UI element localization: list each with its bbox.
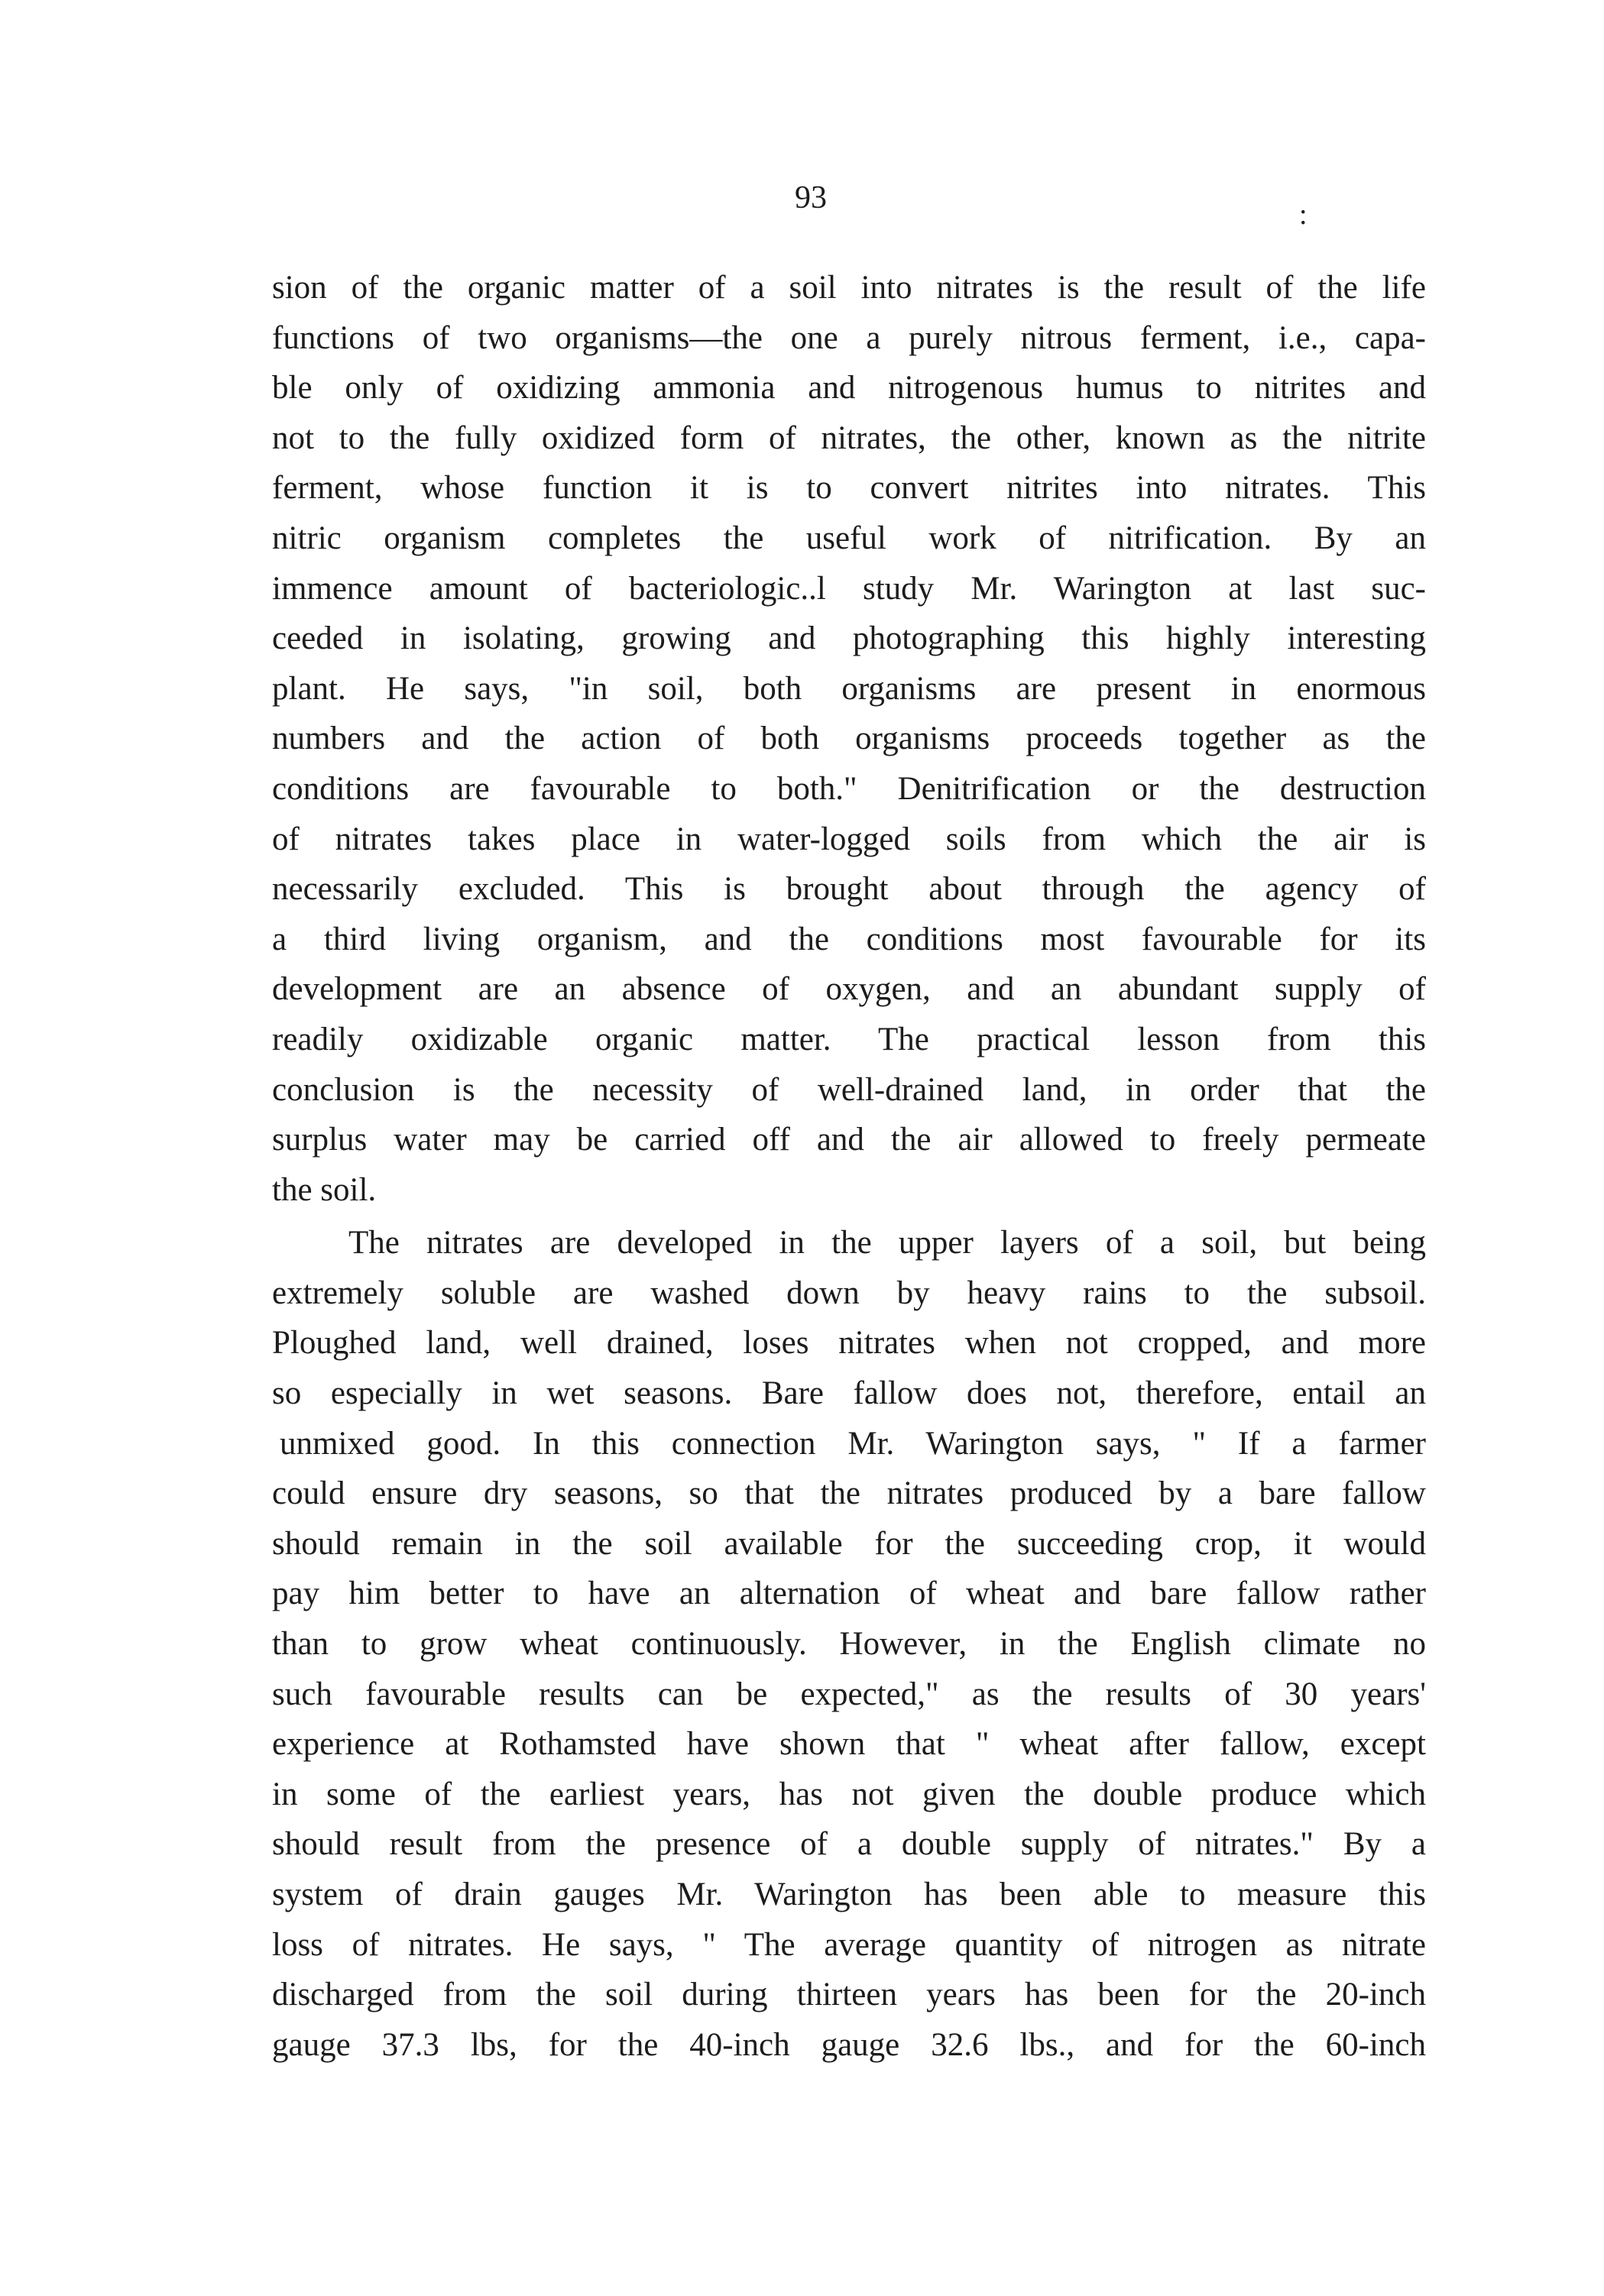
text-line: the soil. <box>272 1171 377 1208</box>
text-line: in some of the earliest years, has not given the double produce which <box>272 1776 1426 1812</box>
text-line: ble only of oxidizing ammonia and nitrogenous humus to nitrites and <box>272 370 1426 406</box>
text-line: numbers and the action of both organisms proceeds together as the <box>272 721 1426 757</box>
text-line: gauge 37.3 lbs, for the 40-inch gauge 32.6 lbs., and for the 60-inch <box>272 2026 1426 2063</box>
text-line: should result from the presence of a double supply of nitrates." By a <box>272 1826 1426 1863</box>
text-line: loss of nitrates. He says, " The average quantity of nitrogen as nitrate <box>272 1926 1426 1963</box>
text-line: functions of two organisms—the one a purely nitrous ferment, i.e., capa- <box>272 319 1426 356</box>
text-line: nitric organism completes the useful work of nitrification. By an <box>272 520 1426 556</box>
text-line: readily oxidizable organic matter. The practical lesson from this <box>272 1021 1426 1057</box>
text-line: conclusion is the necessity of well-drained land, in order that the <box>272 1071 1426 1108</box>
text-line: ferment, whose function it is to convert nitrites into nitrates. This <box>272 470 1426 507</box>
text-line: conditions are favourable to both." Denitrification or the destruction <box>272 770 1426 807</box>
text-line: so especially in wet seasons. Bare fallow does not, therefore, entail an <box>272 1375 1426 1412</box>
text-line: a third living organism, and the conditions most favourable for its <box>272 921 1426 957</box>
text-line: experience at Rothamsted have shown that " wheat after fallow, except <box>272 1726 1426 1763</box>
text-line: necessarily excluded. This is brought about through the agency of <box>272 871 1426 908</box>
text-line: not to the fully oxidized form of nitrates, the other, known as the nitrite <box>272 419 1426 456</box>
text-line: sion of the organic matter of a soil into nitrates is the result of the life <box>272 270 1426 306</box>
text-line: extremely soluble are washed down by heavy rains to the subsoil. <box>272 1274 1426 1311</box>
paragraph <box>272 1218 1426 2070</box>
text-line: than to grow wheat continuously. However, in the English climate no <box>272 1626 1426 1663</box>
page-mark: : <box>1299 199 1308 231</box>
text-line: of nitrates takes place in water-logged soils from which the air is <box>272 821 1426 857</box>
text-line: pay him better to have an alternation of wheat and bare fallow rather <box>272 1575 1426 1612</box>
text-line: Ploughed land, well drained, loses nitrates when not cropped, and more <box>272 1325 1426 1362</box>
text-line: could ensure dry seasons, so that the nitrates produced by a bare fallow <box>272 1475 1426 1512</box>
text-line: should remain in the soil available for the succeeding crop, it would <box>272 1525 1426 1562</box>
text-line: discharged from the soil during thirteen years has been for the 20-inch <box>272 1977 1426 2013</box>
paragraph <box>272 263 1426 1215</box>
page-number: 93 <box>795 180 827 215</box>
text-line: system of drain gauges Mr. Warington has been able to measure this <box>272 1877 1426 1912</box>
text-line: plant. He says, "in soil, both organisms are present in enormous <box>272 670 1426 707</box>
text-line: The nitrates are developed in the upper layers of a soil, but being <box>348 1225 1426 1261</box>
text-line: development are an absence of oxygen, and an abundant supply of <box>272 971 1426 1008</box>
text-line: such favourable results can be expected," as the results of 30 years' <box>272 1676 1426 1712</box>
body-text <box>272 263 1426 2070</box>
text-line: surplus water may be carried off and the air allowed to freely permeate <box>272 1122 1426 1158</box>
text-line: ceeded in isolating, growing and photographing this highly interesting <box>272 620 1426 657</box>
text-line: unmixed good. In this connection Mr. Warington says, " If a farmer <box>280 1425 1426 1462</box>
text-line: immence amount of bacteriologic..l study Mr. Warington at last suc- <box>272 570 1426 607</box>
